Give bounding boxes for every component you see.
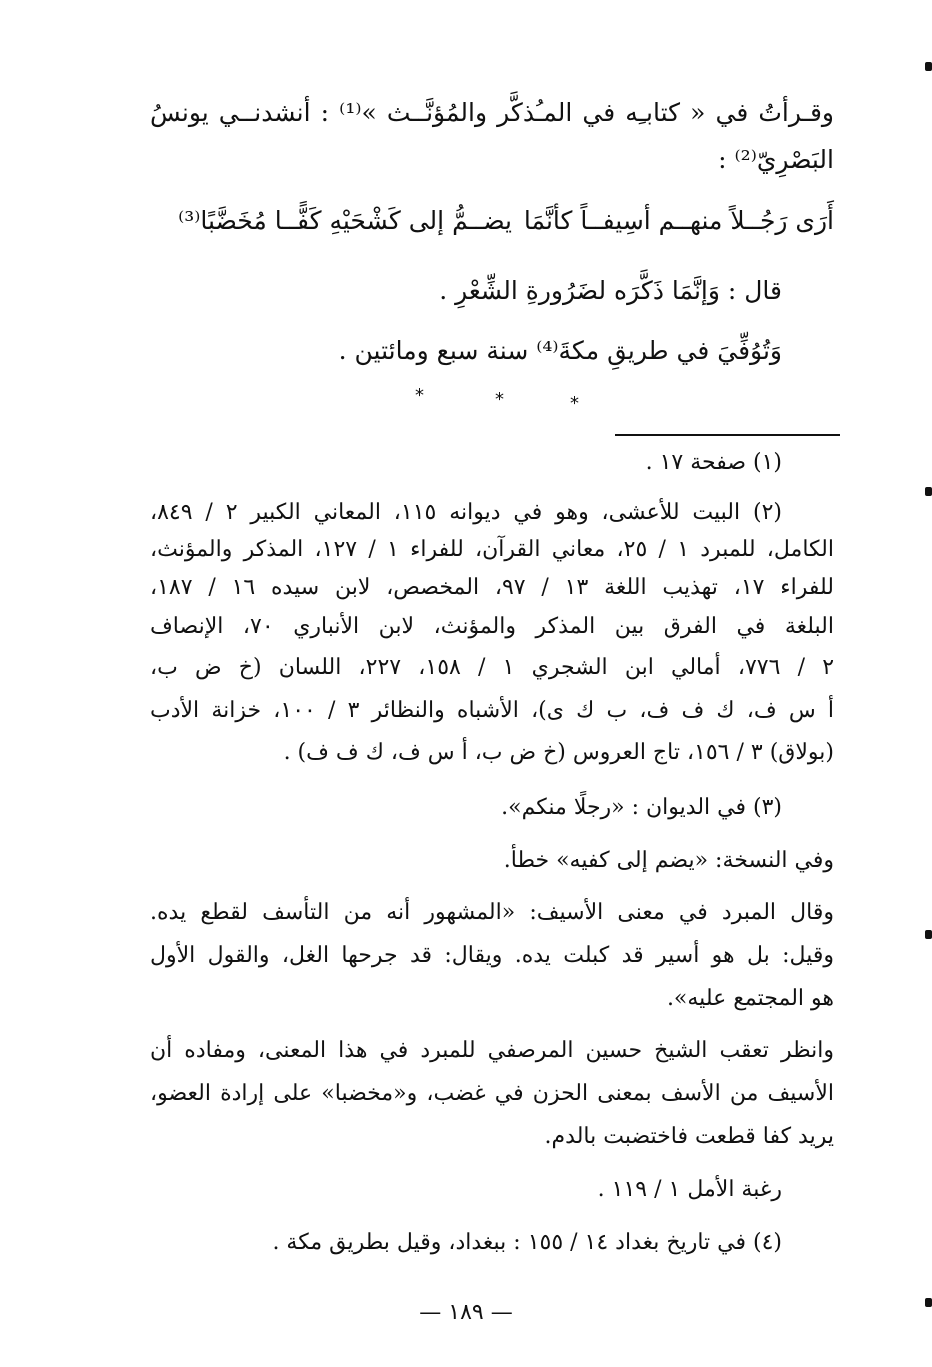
footnote-2-line-7: (بولاق) ٣ / ١٥٦، تاج العروس (خ ض ب، أ س ف، ك ف ف) .: [283, 740, 834, 765]
verse-second-hemistich: يضــمُّ إلى كَشْحَيْهِ كَفًّــا مُخَضَّبًا⁽³⁾: [178, 206, 512, 235]
footnote-3-line-2: وفي النسخة: «يضم إلى كفيه» خطأ.: [503, 848, 834, 873]
scan-edge-mark: [925, 930, 932, 939]
footnote-3-line-3: وقال المبرد في معنى الأسيف: «المشهور أنه من التأسف لقطع يده.: [150, 900, 834, 925]
main-text-line-1: وقـرأتُ في « كتابـِه في المـُذكَّر والمُؤنَّــث »⁽¹⁾ : أنشدنــي يونسُ: [150, 98, 834, 127]
footnote-3-line-9: رغبة الأمل ١ / ١١٩ .: [597, 1177, 782, 1202]
scan-edge-mark: [925, 487, 932, 496]
footnote-4: (٤) في تاريخ بغداد ١٤ / ١٥٥ : ببغداد، وقيل بطريق مكة .: [272, 1230, 782, 1255]
footnote-2-line-2: الكامل، للمبرد ١ / ٢٥، معاني القرآن، للفراء ١ / ١٢٧، المذكر والمؤنث،: [150, 537, 834, 562]
verse-first-hemistich: أَرَى رَجُــلاً منهــم أسِيفــاً كأنَّمَا: [523, 206, 834, 235]
footnote-1: (١) صفحة ١٧ .: [645, 450, 782, 475]
footnote-3-line-5: هو المجتمع عليه».: [666, 986, 834, 1011]
footnote-2-line-6: أ س ف، ك ف ف، ب ك ى)، الأشباه والنظائر ٣ / ١٠٠، خزانة الأدب: [150, 698, 834, 723]
footnote-3-line-6: وانظر تعقب الشيخ حسين المرصفي للمبرد في هذا المعنى، ومفاده أن: [150, 1038, 834, 1063]
scan-edge-mark: [925, 62, 932, 71]
footnote-3-line-4: وقيل: بل هو أسير قد كبلت يده. ويقال: قد جرحها الغل، والقول الأول: [150, 943, 834, 968]
footnote-3-line-8: يريد كفا قطعت فاختضبت بالدم.: [544, 1124, 834, 1149]
separator-star: *: [415, 385, 424, 406]
footnote-2-line-5: ٢ / ٧٧٦، أمالي ابن الشجري ١ / ١٥٨، ٢٢٧، اللسان (خ ض ب،: [150, 655, 835, 680]
footnote-2-line-1: (٢) البيت للأعشى، وهو في ديوانه ١١٥، المعاني الكبير ٢ / ٨٤٩،: [150, 500, 782, 525]
footnote-3-line-1: (٣) في الديوان : «رجلًا منكم».: [501, 795, 782, 820]
separator-star: *: [495, 389, 504, 410]
main-text-line-2: البَصْرِيّ⁽²⁾ :: [718, 145, 834, 174]
main-text-line-4: قال : وَإنَّمَا ذَكَّرَه لضَرُورةِ الشِّعْرِ .: [439, 276, 782, 305]
separator-star: *: [570, 393, 579, 414]
footnote-rule: [615, 434, 840, 436]
page-number: — ١٨٩ —: [419, 1300, 513, 1325]
scan-edge-mark: [925, 1298, 932, 1307]
main-text-line-5: وَتُوُفِّيَ في طريقِ مكةَ⁽⁴⁾ سنة سبع ومائتين .: [338, 336, 782, 365]
footnote-2-line-4: البلغة في الفرق بين المذكر والمؤنث، لابن الأنباري ٧٠، الإنصاف: [150, 614, 834, 639]
footnote-3-line-7: الأسيف من الأسف بمعنى الحزن في غضب، و«مخضبا» على إرادة العضو،: [150, 1081, 834, 1106]
footnote-2-line-3: للفراء ١٧، تهذيب اللغة ١٣ / ٩٧، المخصص، لابن سيده ١٦ / ١٨٧،: [150, 575, 834, 600]
